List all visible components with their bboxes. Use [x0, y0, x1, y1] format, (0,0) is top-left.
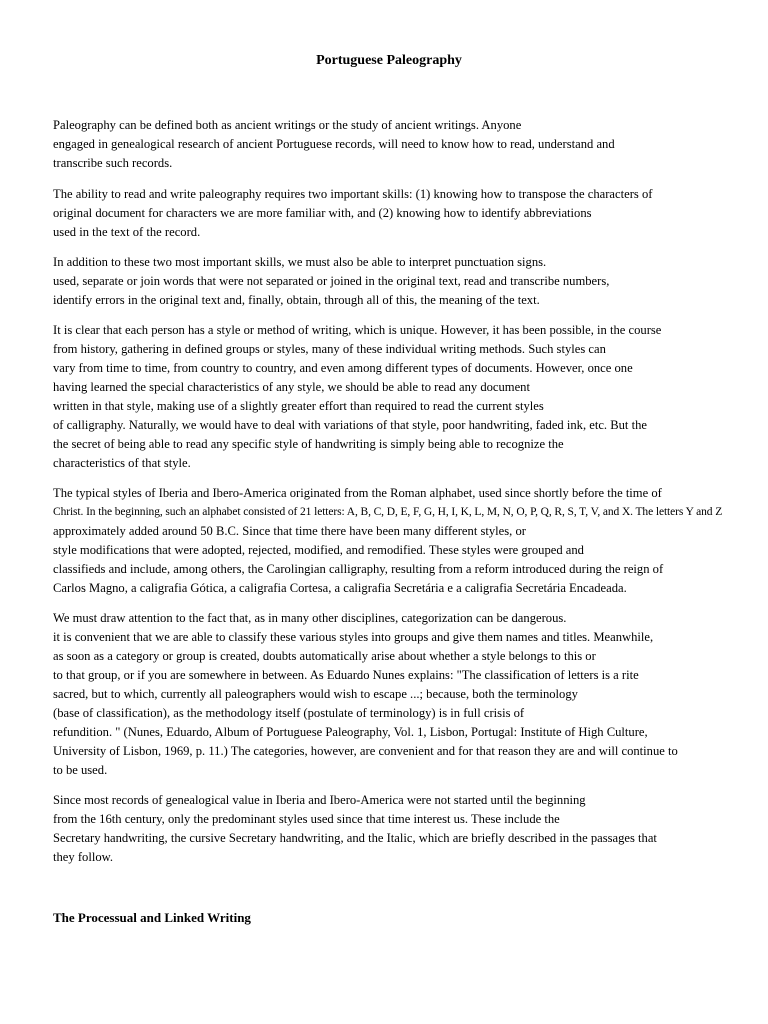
- paragraph-line: sacred, but to which, currently all paleographers would wish to escape ...; because, both the terminology: [53, 687, 578, 701]
- paragraph-definition: [53, 116, 615, 173]
- paragraph-line: original document for characters we are more familiar with, and (2) knowing how to identify abbreviations: [53, 206, 592, 220]
- paragraph-line: from the 16th century, only the predominant styles used since that time interest us. These include the: [53, 812, 560, 826]
- paragraph-line: University of Lisbon, 1969, p. 11.) The categories, however, are convenient and for that reason they are and will continue to: [53, 744, 678, 758]
- paragraph-line: In addition to these two most important skills, we must also be able to interpret punctuation signs.: [53, 255, 547, 269]
- paragraph-line: We must draw attention to the fact that, as in many other disciplines, categorization can be dangerous.: [53, 611, 567, 625]
- paragraph-line: classifieds and include, among others, the Carolingian calligraphy, resulting from a reform introduced during the reign of: [53, 562, 664, 576]
- section-heading: The Processual and Linked Writing: [53, 910, 251, 925]
- paragraph-line: it is convenient that we are able to classify these various styles into groups and give them names and titles. Meanwhile,: [53, 630, 654, 644]
- document-title: Portuguese Paleography: [316, 53, 462, 68]
- paragraph-line: Christ. In the beginning, such an alphabet consisted of 21 letters: A, B, C, D, E, F, G, H, I, K, L, M, N, O, P, Q, R, S, T, V, and X. The letters Y and Z: [53, 506, 723, 518]
- paragraph-line: identify errors in the original text and, finally, obtain, through all of this, the meaning of the text.: [53, 293, 540, 307]
- paragraph-line: The ability to read and write paleography requires two important skills: (1) knowing how to transpose the characters of: [53, 187, 653, 201]
- paragraph-line: written in that style, making use of a slightly greater effort than required to read the current styles: [53, 399, 544, 413]
- paragraph-line: Paleography can be defined both as ancient writings or the study of ancient writings. Anyone: [53, 118, 522, 132]
- paragraph-line: to be used.: [53, 763, 108, 777]
- paragraph-line: approximately added around 50 B.C. Since that time there have been many different styles, or: [53, 524, 526, 538]
- paragraph-line: Since most records of genealogical value in Iberia and Ibero-America were not started until the beginning: [53, 793, 586, 807]
- paragraph-interpretation: [53, 253, 609, 310]
- paragraph-line: engaged in genealogical research of ancient Portuguese records, will need to know how to read, understand and: [53, 137, 615, 151]
- paragraph-writing-styles: [53, 321, 661, 473]
- paragraph-line: used, separate or join words that were not separated or joined in the original text, read and transcribe numbers,: [53, 274, 610, 288]
- paragraph-line: (base of classification), as the methodology itself (postulate of terminology) is in full crisis of: [53, 706, 525, 720]
- paragraph-line: they follow.: [53, 850, 114, 864]
- paragraph-line: vary from time to time, from country to country, and even among different types of documents. However, once one: [53, 361, 633, 375]
- paragraph-line: The typical styles of Iberia and Ibero-America originated from the Roman alphabet, used since shortly before the time of: [53, 486, 662, 500]
- paragraph-line: style modifications that were adopted, rejected, modified, and remodified. These styles were grouped and: [53, 543, 584, 557]
- paragraph-categorization: [53, 609, 678, 780]
- paragraph-line: from history, gathering in defined groups or styles, many of these individual writing methods. Such styles can: [53, 342, 606, 356]
- paragraph-roman-alphabet: [53, 484, 722, 598]
- paragraph-line: the secret of being able to read any specific style of handwriting is simply being able to recognize the: [53, 437, 564, 451]
- paragraph-line: refundition. " (Nunes, Eduardo, Album of Portuguese Paleography, Vol. 1, Lisbon, Portugal: Institute of High Culture,: [53, 725, 648, 739]
- paragraph-line: of calligraphy. Naturally, we would have to deal with variations of that style, poor handwriting, faded ink, etc. But the: [53, 418, 647, 432]
- paragraph-line: transcribe such records.: [53, 156, 173, 170]
- paragraph-skills: [53, 185, 652, 242]
- paragraph-line: Secretary handwriting, the cursive Secretary handwriting, and the Italic, which are briefly described in the passages that: [53, 831, 657, 845]
- paragraph-predominant-styles: [53, 791, 657, 867]
- paragraph-line: It is clear that each person has a style or method of writing, which is unique. However, it has been possible, in the course: [53, 323, 662, 337]
- paragraph-line: to that group, or if you are somewhere in between. As Eduardo Nunes explains: "The classification of letters is a rite: [53, 668, 639, 682]
- paragraph-line: having learned the special characteristics of any style, we should be able to read any document: [53, 380, 530, 394]
- paragraph-line: characteristics of that style.: [53, 456, 191, 470]
- paragraph-line: used in the text of the record.: [53, 225, 201, 239]
- paragraph-line: Carlos Magno, a caligrafia Gótica, a caligrafia Cortesa, a caligrafia Secretária e a caligrafia Secretária Encadeada.: [53, 581, 627, 595]
- paragraph-line: as soon as a category or group is created, doubts automatically arise about whether a style belongs to this or: [53, 649, 596, 663]
